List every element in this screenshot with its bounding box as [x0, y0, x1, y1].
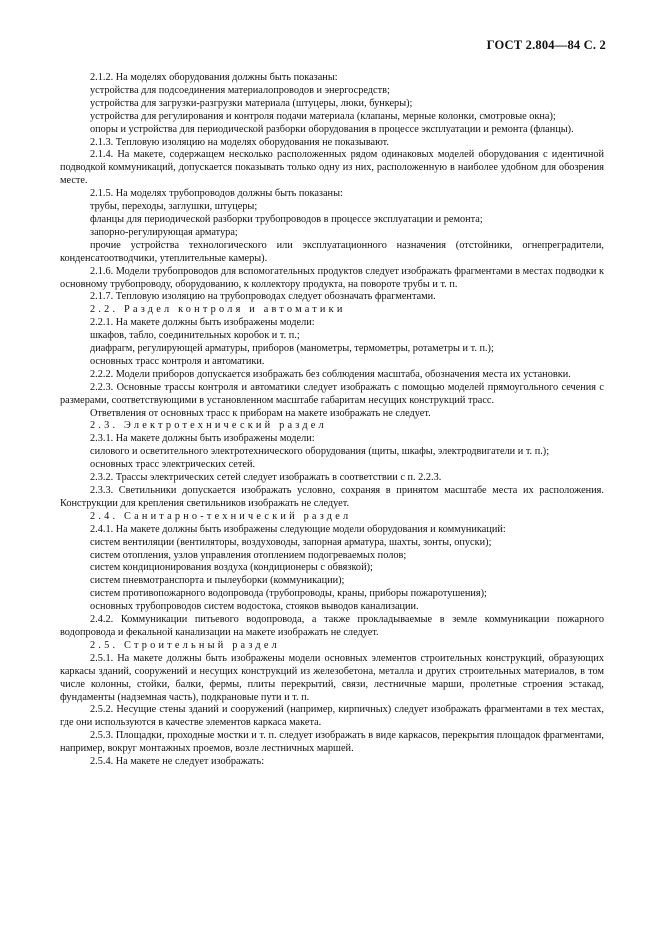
paragraph: основных трасс электрических сетей.: [90, 459, 256, 471]
paragraph: 2.5.1. На макете должны быть изображены модели основных элементов строительных конструкций, образующих каркасы зданий, сооружений и несущих конструкций из железобетона, металла и других строительных материалов, в том числе колонны, стойки, балки, фермы, плиты перекрытий, связи, лестничные марши, пролетные строения эстакад, фундаменты (надземная часть), подкрановые пути и т. п.: [60, 652, 604, 703]
section-heading: 2.2. Раздел контроля и автоматики: [90, 304, 346, 316]
paragraph: устройства для подсоединения материалопроводов и энергосредств;: [90, 84, 390, 96]
paragraph: систем противопожарного водопровода (трубопроводы, краны, приборы пожаротушения);: [90, 588, 487, 600]
paragraph: 2.5.2. Несущие стены зданий и сооружений (например, кирпичных) следует изображать фрагментами в тех местах, где они используются в качестве элементов каркаса макета.: [60, 704, 604, 729]
paragraph: основных трасс контроля и автоматики.: [90, 355, 265, 367]
section-heading: 2.3. Электротехнический раздел: [90, 420, 327, 432]
paragraph: 2.1.2. На моделях оборудования должны быть показаны:: [90, 72, 338, 83]
paragraph: 2.1.7. Тепловую изоляцию на трубопроводах следует обозначать фрагментами.: [90, 291, 436, 303]
paragraph: систем кондиционирования воздуха (кондиционеры с обвязкой);: [90, 562, 373, 574]
paragraph: 2.3.3. Светильники допускается изображать условно, сохраняя в принятом масштабе места их расположения. Конструкции для крепления светильников изображать не следует.: [60, 485, 604, 509]
document-body: [60, 72, 604, 769]
section-heading: 2.4. Санитарно-технический раздел: [90, 510, 352, 522]
paragraph: 2.5.4. На макете не следует изображать:: [90, 756, 265, 768]
page-header: ГОСТ 2.804—84 С. 2: [486, 38, 606, 52]
paragraph: запорно-регулирующая арматура;: [90, 226, 238, 238]
paragraph: 2.4.1. На макете должны быть изображены следующие модели оборудования и коммуникаций:: [90, 523, 506, 535]
paragraph: 2.3.1. На макете должны быть изображены модели:: [90, 433, 315, 445]
paragraph: 2.5.3. Площадки, проходные мостки и т. п. следует изображать в виде каркасов, перекрытия площадок фрагментами, например, вокруг монтажных проемов, возле лестничных маршей.: [60, 730, 604, 755]
paragraph: диафрагм, регулирующей арматуры, приборов (манометры, термометры, ротаметры и т. п.);: [90, 343, 494, 355]
paragraph: 2.1.3. Тепловую изоляцию на моделях оборудования не показывают.: [90, 136, 389, 148]
paragraph: трубы, переходы, заглушки, штуцеры;: [90, 201, 258, 213]
paragraph: 2.2.2. Модели приборов допускается изображать без соблюдения масштаба, обозначения места их установки.: [90, 368, 571, 380]
paragraph: шкафов, табло, соединительных коробок и т. п.;: [90, 330, 300, 342]
paragraph: 2.1.5. На моделях трубопроводов должны быть показаны:: [90, 188, 343, 200]
paragraph: прочие устройства технологического или эксплуатационного назначения (отстойники, огнепреградители, конденсатоотводчики, утеплительные камеры).: [60, 239, 604, 264]
paragraph: Ответвления от основных трасс к приборам на макете изображать не следует.: [90, 407, 431, 419]
paragraph: систем отопления, узлов управления отоплением подогреваемых полов;: [90, 549, 407, 561]
paragraph: 2.4.2. Коммуникации питьевого водопровода, а также прокладываемые в земле коммуникации пожарного водопровода и фекальной канализации на макете изображать не следует.: [60, 614, 604, 638]
paragraph: 2.1.6. Модели трубопроводов для вспомогательных продуктов следует изображать фрагментами в местах подводки к основному трубопроводу, оборудованию, к коллектору продукта, на повороте трубы и т. п.: [60, 265, 604, 290]
paragraph: 2.2.3. Основные трассы контроля и автоматики следует изображать с помощью моделей прямоугольного сечения с размерами, соответствующими в установленном масштабе габаритам несущих конструкций трасс.: [60, 381, 604, 406]
paragraph: опоры и устройства для периодической разборки оборудования в процессе эксплуатации и ремонта (фланцы).: [90, 123, 574, 135]
paragraph: 2.1.4. На макете, содержащем несколько расположенных рядом одинаковых моделей оборудования с идентичной подводкой коммуникаций, допускается показывать только одну из них, расположенную в наиболее удобном для обозрения месте.: [60, 149, 604, 187]
paragraph: силового и осветительного электротехнического оборудования (щиты, шкафы, электродвигатели и т. п.);: [90, 446, 550, 458]
paragraph: фланцы для периодической разборки трубопроводов в процессе эксплуатации и ремонта;: [90, 213, 483, 225]
paragraph: устройства для загрузки-разгрузки материала (штуцеры, люки, бункеры);: [90, 97, 413, 109]
paragraph: 2.3.2. Трассы электрических сетей следует изображать в соответствии с п. 2.2.3.: [90, 472, 442, 484]
section-heading: 2.5. Строительный раздел: [90, 639, 280, 651]
paragraph: 2.2.1. На макете должны быть изображены модели:: [90, 317, 315, 329]
paragraph: систем вентиляции (вентиляторы, воздуховоды, запорная арматура, шахты, зонты, опуски);: [90, 536, 492, 548]
paragraph: систем пневмотранспорта и пылеуборки (коммуникации);: [90, 575, 345, 587]
paragraph: основных трубопроводов систем водостока, стояков выводов канализации.: [90, 601, 419, 613]
paragraph: устройства для регулирования и контроля подачи материала (клапаны, мерные колонки, смотровые окна);: [90, 110, 556, 122]
